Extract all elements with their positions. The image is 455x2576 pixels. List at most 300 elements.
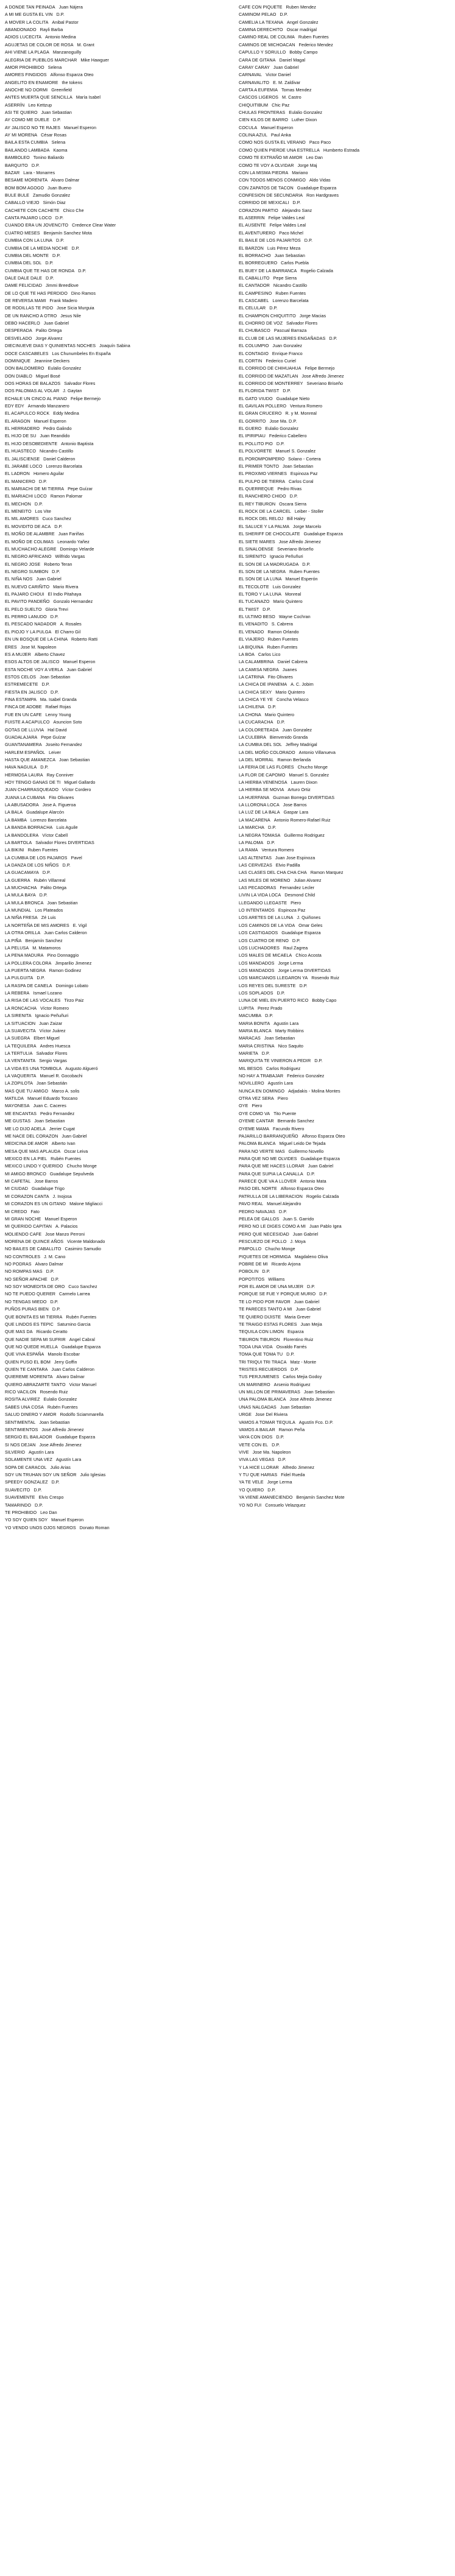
song-title: LA ZOPILOTA: [5, 1080, 33, 1086]
song-artist: D.P.: [277, 719, 285, 725]
song-title: ESTA NOCHE VOY A VERLA: [5, 666, 63, 672]
song-artist: Juan Pablo Igea: [309, 1223, 342, 1230]
song-artist: Alvaro Dalmar: [51, 177, 80, 183]
song-entry: [239, 425, 455, 432]
song-entry: [5, 380, 224, 387]
song-entry: [5, 365, 224, 372]
song-title: LA CULEBRA: [239, 734, 266, 740]
song-artist: D.P.: [278, 1457, 286, 1463]
song-title: LA DEL MORRAL: [239, 756, 274, 762]
song-title: CASCOS LIGEROS: [239, 94, 279, 100]
song-entry: [239, 1479, 455, 1486]
song-title: CONFESION DE SECUNDARIA: [239, 192, 303, 198]
song-artist: Selena: [51, 139, 66, 146]
song-entry: [5, 1516, 224, 1524]
song-entry: [239, 290, 455, 297]
song-entry: [5, 327, 224, 334]
song-title: EL POLVORETE: [239, 448, 272, 454]
song-entry: [239, 1088, 455, 1095]
song-title: EDY EDY: [5, 403, 24, 409]
song-artist: Leiver: [49, 749, 61, 755]
song-entry: [239, 508, 455, 515]
song-title: CAMINOM PELAO: [239, 12, 277, 18]
song-artist: Roberto Teran: [44, 561, 72, 567]
song-title: TAMARINDO: [5, 1502, 32, 1508]
song-artist: Pepe Guízar: [41, 734, 66, 740]
song-artist: D.P.: [51, 689, 59, 695]
song-artist: D.P.: [55, 215, 64, 221]
song-title: TEQUILA CON LIMON: [239, 1329, 284, 1335]
song-title: LA SITUACION: [5, 1020, 36, 1026]
song-entry: [239, 703, 455, 711]
song-entry: [239, 387, 455, 395]
song-entry: [5, 342, 224, 350]
song-title: EL LADRON: [5, 471, 30, 477]
song-artist: Rogelio Calzada: [300, 267, 333, 273]
song-title: SENTIMIENTOS: [5, 1426, 38, 1432]
song-artist: Juan Sebastian: [274, 252, 305, 258]
song-title: LA CHICA YE YE: [239, 697, 273, 703]
song-title: MI GRAN NOCHE: [5, 1216, 41, 1222]
song-artist: D.P.: [319, 1291, 328, 1297]
song-title: PEDRO NAVAJAS: [239, 1208, 275, 1214]
song-artist: Bobby Campo: [289, 49, 318, 55]
song-artist: César Rosas: [41, 132, 67, 138]
song-artist: Guadalupe Nieto: [276, 395, 310, 401]
song-artist: D.P.: [262, 1269, 270, 1275]
song-artist: Federico Cabellero: [269, 433, 307, 439]
song-title: QUIEN TE CANTARA: [5, 1367, 48, 1373]
song-entry: [239, 335, 455, 342]
song-artist: Juan S. Garrido: [283, 1216, 314, 1222]
song-entry: [5, 1200, 224, 1208]
song-entry: [5, 674, 224, 681]
song-title: PESCUEZO DE POLLO: [239, 1238, 287, 1244]
song-title: SOLAMENTE UNA VEZ: [5, 1457, 52, 1463]
song-artist: Selena: [48, 64, 62, 70]
song-entry: [239, 1396, 455, 1403]
song-entry: [239, 1080, 455, 1087]
song-title: MI CIUDAD: [5, 1186, 28, 1192]
song-entry: [5, 1419, 224, 1426]
song-entry: [5, 1178, 224, 1185]
song-entry: [5, 561, 224, 568]
song-entry: [5, 11, 224, 18]
song-artist: Angel Cabral: [69, 1336, 95, 1342]
song-entry: [5, 222, 224, 229]
song-entry: [5, 132, 224, 139]
song-entry: [5, 1366, 224, 1373]
song-artist: D.P.: [46, 275, 54, 281]
song-artist: Leo Kettzup: [28, 102, 52, 108]
song-artist: Solano - Cortera: [288, 456, 321, 462]
song-entry: [239, 1050, 455, 1057]
song-entry: [239, 440, 455, 448]
song-title: EL SINALOENSE: [239, 546, 274, 552]
song-artist: Juan Gabriel: [43, 320, 69, 326]
song-entry: [5, 1359, 224, 1366]
song-title: LOS REYES DEL SURESTE: [239, 982, 296, 988]
song-title: LLEGANDO LLEGASTE: [239, 899, 287, 906]
song-title: PARA QUE SUPIA LA CANALLA: [239, 1170, 303, 1177]
song-entry: [239, 116, 455, 124]
song-artist: Severiano Briseño: [277, 546, 314, 552]
song-artist: Mario Rivera: [53, 583, 79, 589]
song-title: COMO NOS GUSTA EL VERANO: [239, 139, 306, 146]
song-entry: [239, 493, 455, 500]
song-title: EL SON DE LA MADRUGADA: [239, 561, 299, 567]
song-title: LA PALOMA: [239, 839, 264, 845]
song-artist: Julian Alvarez: [294, 877, 322, 883]
song-title: CORRIDO DE MEXICALI: [239, 200, 289, 206]
song-entry: [5, 862, 224, 869]
song-artist: M. Grant: [77, 41, 94, 48]
song-title: EL GUERO: [239, 426, 262, 432]
song-title: EL BARZON: [239, 245, 264, 251]
song-title: LA LUZ DE LA BALA: [239, 809, 280, 815]
song-entry: [239, 380, 455, 387]
song-artist: Augusto Algueró: [65, 1065, 98, 1071]
song-artist: Guzman Borrego DIVERTIDAS: [273, 794, 335, 800]
song-artist: Zé Luis: [41, 915, 56, 921]
song-title: EL PULPO DE TIERRA: [239, 478, 285, 484]
song-artist: Juan Gabriel: [36, 576, 62, 582]
song-title: CARNAVAL: [239, 72, 263, 78]
song-artist: D.P.: [291, 1367, 299, 1373]
song-title: LA FERIA DE LAS FLORES: [239, 764, 294, 770]
song-title: COCULA: [239, 124, 258, 130]
song-artist: Arturo Ortiz: [287, 787, 311, 793]
song-artist: Chucho Monge: [297, 764, 328, 770]
song-title: LA CAMISA NEGRA: [239, 666, 279, 672]
song-title: LA COLORETEADA: [239, 727, 279, 733]
song-entry: [5, 1080, 224, 1087]
song-artist: Mario Quintero: [275, 689, 305, 695]
song-artist: Los Chunumbeles En España: [52, 350, 111, 356]
song-artist: Nicandro Castillo: [40, 448, 74, 454]
song-title: BARQUITO: [5, 162, 28, 168]
song-title: CUANDO ERA UN JOVENCITO: [5, 222, 69, 228]
song-entry: [239, 222, 455, 229]
song-title: CON ZAPATOS DE TACON: [239, 185, 294, 191]
song-entry: [239, 1178, 455, 1185]
song-artist: D.P.: [52, 252, 61, 258]
song-title: EL GATO VIUDO: [239, 395, 273, 401]
song-entry: [5, 320, 224, 327]
song-artist: Oscar Leiva: [64, 1148, 88, 1154]
song-title: EL CASCABEL: [239, 298, 269, 304]
song-title: OYE COMO VA: [239, 1110, 270, 1116]
song-title: EL CORRIDO DE CHIHUAHUA: [239, 365, 302, 371]
song-artist: Lenny Young: [45, 711, 71, 717]
song-artist: Guillermo Rodriguez: [284, 832, 325, 838]
song-entry: [5, 470, 224, 477]
song-artist: D.P.: [62, 862, 71, 868]
song-title: QUE LINDOS ES TEPIC: [5, 1321, 54, 1327]
song-artist: Jose Manzo Perroni: [45, 1231, 85, 1237]
song-artist: Lorenzo Barcelata: [46, 463, 82, 469]
song-artist: Carlos Lico: [258, 651, 281, 657]
song-artist: Wayne Cochran: [278, 614, 311, 620]
song-artist: E. M. Zaldivar: [273, 79, 301, 85]
song-artist: Gloria Trevi: [45, 606, 68, 612]
song-title: TE PROHIBIDO: [5, 1509, 37, 1515]
song-artist: D.P.: [52, 1306, 61, 1312]
song-entry: [5, 282, 224, 289]
song-artist: J. Moya: [290, 1238, 306, 1244]
song-artist: Adjadakis - Molina Montes: [288, 1088, 340, 1094]
song-artist: Rosendo Ruiz: [311, 975, 339, 981]
song-entry: [239, 1223, 455, 1230]
song-entry: [5, 1290, 224, 1298]
song-artist: Luis Aguile: [56, 825, 78, 831]
song-entry: [239, 147, 455, 154]
song-artist: Marty Robbins: [275, 1027, 304, 1033]
song-entry: [239, 214, 455, 222]
song-title: YO SOY QUIEN SOY: [5, 1517, 48, 1523]
song-title: EL BUEY DE LA BARRANCA: [239, 267, 297, 273]
song-artist: Víctor Romero: [40, 1005, 69, 1011]
song-artist: R. y M. Monreal: [285, 410, 317, 417]
song-title: ME GUSTAS: [5, 1118, 31, 1124]
song-entry: [5, 681, 224, 688]
song-artist: E. Vigil: [72, 922, 87, 928]
song-entry: [239, 1200, 455, 1208]
song-entry: [239, 1125, 455, 1133]
song-artist: Fidel Rueda: [281, 1472, 305, 1478]
song-artist: Pedro Galindo: [43, 426, 72, 432]
song-entry: [239, 350, 455, 357]
song-entry: [239, 252, 455, 259]
song-title: GOTAS DE LLUVIA: [5, 727, 44, 733]
song-title: OYEME MAMA: [239, 1125, 270, 1131]
song-entry: [239, 598, 455, 605]
song-title: YA VIENE AMANECIENDO: [239, 1494, 293, 1501]
song-title: EL PROXIMO VIERNES: [239, 471, 287, 477]
song-title: UN MARINERO: [239, 1381, 270, 1387]
song-entry: [5, 1283, 224, 1290]
song-artist: Antonio Romero-Rafael Ruiz: [273, 817, 331, 823]
song-title: LA TEQUILERA: [5, 1043, 37, 1049]
song-title: DE RODILLAS TE PIDO: [5, 305, 54, 311]
song-entry: [239, 1343, 455, 1351]
song-artist: Alvaro Dalmar: [35, 1261, 63, 1267]
song-entry: [5, 628, 224, 636]
song-artist: Chic Paz: [272, 102, 290, 108]
song-entry: [239, 952, 455, 959]
song-entry: [239, 1057, 455, 1065]
song-artist: Manuel Alejandro: [267, 1201, 302, 1207]
song-entry: [239, 1231, 455, 1238]
song-title: ME ENCANTAS: [5, 1110, 37, 1116]
song-title: EL FLORIDA TWIST: [239, 388, 280, 394]
song-artist: Juan Mejia: [300, 1321, 322, 1327]
song-artist: Juan Bueno: [48, 185, 72, 191]
song-entry: [239, 538, 455, 546]
song-artist: Felipe Bermejo: [305, 365, 335, 371]
song-title: TODA UNA VIDA: [239, 1343, 273, 1350]
song-artist: María Isabel: [76, 94, 101, 100]
song-artist: Sergio Vargas: [39, 1058, 67, 1064]
song-title: MI CORAZON CANTA: [5, 1193, 49, 1199]
song-title: LA SUAVECITA: [5, 1027, 36, 1033]
song-artist: Credence Clear Water: [72, 222, 116, 228]
song-entry: [239, 1449, 455, 1456]
song-artist: J. Inojosa: [52, 1193, 72, 1199]
song-title: RICO VACILON: [5, 1389, 37, 1395]
song-entry: [5, 1509, 224, 1516]
song-entry: [5, 741, 224, 748]
song-title: VAMOS A BAILAR: [239, 1426, 275, 1432]
song-entry: [5, 1411, 224, 1418]
song-entry: [239, 974, 455, 982]
song-title: PARA NO VERTE MAS: [239, 1148, 285, 1154]
song-entry: [239, 485, 455, 493]
song-entry: [239, 914, 455, 921]
song-artist: Simón Diaz: [43, 200, 66, 206]
song-entry: [5, 440, 224, 448]
song-artist: Manuel S. Gonzalez: [275, 448, 316, 454]
song-title: LA POLLERA COLORA: [5, 960, 52, 966]
song-title: LAS PECADORAS: [239, 885, 277, 891]
song-artist: Juan Gonzalez: [272, 343, 303, 349]
song-title: LA MACARENA: [239, 817, 270, 823]
song-artist: Jose Sicia Murguia: [57, 305, 94, 311]
song-title: COMO TE EXTRAÑO MI AMOR: [239, 155, 303, 161]
song-artist: Gonzalo Hernandez: [53, 599, 93, 605]
song-title: EL MENEITO: [5, 509, 32, 515]
song-artist: Pedro Rivas: [277, 486, 302, 491]
song-artist: Pepe Guízar: [68, 486, 93, 491]
song-title: COMO QUIEN PIERDE UNA ESTRELLA: [239, 147, 320, 153]
song-entry: [239, 628, 455, 636]
song-title: NO SOY MONEDITA DE ORO: [5, 1284, 65, 1290]
song-entry: [5, 71, 224, 79]
song-title: PIMPOLLO: [239, 1246, 262, 1252]
song-artist: Alberto Chavez: [34, 651, 65, 657]
song-artist: Enrique Franco: [272, 350, 303, 356]
song-entry: [5, 1464, 224, 1471]
song-entry: [239, 1020, 455, 1027]
song-title: LA HIERBA SE MOVIA: [239, 787, 284, 793]
song-artist: Frank Madero: [49, 298, 77, 304]
song-artist: Ma. Isabel Granda: [40, 697, 77, 703]
song-artist: Manuel Esperon: [63, 124, 97, 130]
song-title: LAS CLASES DEL CHA CHA CHA: [239, 870, 307, 876]
song-artist: Ruben Fuentes: [267, 636, 298, 642]
song-title: CARAY CARAY: [239, 64, 270, 70]
song-entry: [239, 606, 455, 613]
song-entry: [5, 869, 224, 876]
song-artist: D.P.: [42, 870, 51, 876]
song-entry: [5, 1373, 224, 1381]
song-entry: [5, 1117, 224, 1125]
song-entry: [5, 1336, 224, 1343]
song-artist: Jerrier Cugat: [49, 1125, 75, 1131]
song-title: AY JALISCO NO TE RAJES: [5, 124, 60, 130]
song-entry: [239, 1359, 455, 1366]
song-entry: [5, 1298, 224, 1306]
song-artist: Manuel Esperon: [44, 1216, 77, 1222]
song-title: CUMBIA DEL MONTE: [5, 252, 49, 258]
song-title: TE PARECES TANTO A MI: [239, 1306, 292, 1312]
song-artist: D.P.: [302, 561, 311, 567]
song-entry: [239, 57, 455, 64]
song-artist: Joan Sebastian: [303, 1389, 335, 1395]
song-artist: D.P.: [37, 975, 45, 981]
song-artist: Federico Curiel: [266, 357, 296, 364]
song-title: HASTA QUE AMANEZCA: [5, 756, 56, 762]
song-artist: Carmelo Larrea: [59, 1291, 90, 1297]
song-entry: [5, 1020, 224, 1027]
song-title: LOS MARCIANOS LLEGARON YA: [239, 975, 308, 981]
song-artist: D.P.: [268, 704, 277, 710]
song-title: MI CAFETAL: [5, 1178, 31, 1184]
song-entry: [239, 801, 455, 809]
song-entry: [5, 335, 224, 342]
song-artist: D.P.: [306, 1284, 316, 1290]
song-artist: Jose A. Figueroa: [42, 802, 76, 808]
song-artist: D.P.: [299, 982, 308, 988]
song-title: LA BOA: [239, 651, 255, 657]
song-title: AMOR PROHIBIDO: [5, 64, 44, 70]
song-entry: [239, 846, 455, 854]
song-entry: [239, 1456, 455, 1463]
song-title: EL REY TIBURON: [239, 501, 276, 507]
song-title: MI CREDO: [5, 1208, 27, 1214]
song-entry: [239, 365, 455, 372]
song-entry: [5, 727, 224, 734]
song-title: MEXICO LINDO Y QUERIDO: [5, 1163, 63, 1169]
song-title: ABANDONADO: [5, 27, 37, 33]
song-artist: Daniel Magal: [279, 57, 306, 63]
song-artist: Jose Barros: [34, 1178, 58, 1184]
song-artist: Manzanoguilly: [52, 49, 82, 55]
song-artist: Elbert Miguel: [34, 1035, 60, 1041]
song-artist: Guillermo Novello: [288, 1148, 324, 1154]
song-artist: D.P.: [329, 335, 337, 341]
song-artist: Juan Carlos Calderon: [51, 1367, 94, 1373]
song-artist: M. Castro: [282, 94, 302, 100]
song-title: EL SON DE LA LUNA: [239, 576, 282, 582]
song-entry: [5, 1381, 224, 1388]
song-artist: El Indio Pitahaya: [48, 591, 82, 597]
song-title: EL PAVITO PANDEÑO: [5, 599, 50, 605]
song-entry: [239, 1193, 455, 1200]
song-artist: D.P.: [41, 681, 50, 688]
song-artist: Rubén Fuentes: [47, 1404, 78, 1410]
song-artist: Cuco Sanchez: [68, 1284, 97, 1290]
song-entry: [239, 177, 455, 184]
song-artist: Vicente Maldonado: [67, 1238, 105, 1244]
song-title: EL AVENTURERO: [239, 230, 276, 236]
song-entry: [5, 478, 224, 485]
song-entry: [5, 1095, 224, 1102]
song-artist: Jose Ma. D.P.: [269, 418, 297, 424]
song-title: ME LO DIJO ADELA: [5, 1125, 46, 1131]
song-entry: [239, 418, 455, 425]
song-artist: Juan Gabriel: [292, 1231, 319, 1237]
song-list-left-column: [5, 4, 224, 1532]
song-entry: [5, 493, 224, 500]
song-artist: Palito Ortega: [40, 885, 67, 891]
song-entry: [5, 418, 224, 425]
song-title: LA CATRINA: [239, 674, 264, 680]
song-entry: [239, 568, 455, 575]
song-title: EL CHAMPION CHIQUITITO: [239, 312, 296, 318]
song-title: ANTES MUERTA QUE SENCILLA: [5, 94, 72, 100]
song-entry: [5, 1351, 224, 1358]
